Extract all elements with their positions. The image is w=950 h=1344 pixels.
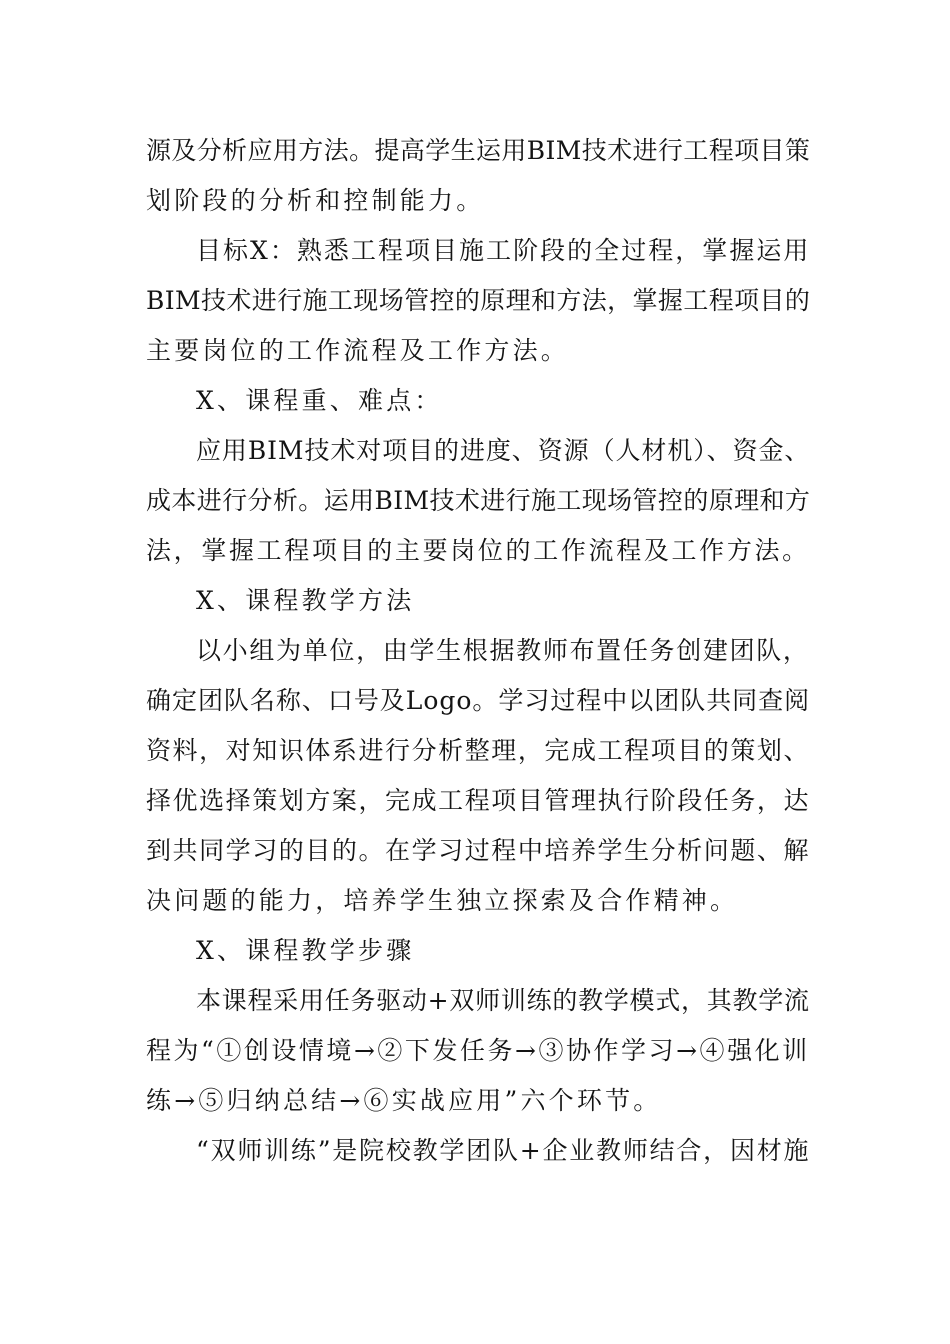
text-line: 程为“①创设情境→②下发任务→③协作学习→④强化训 [146,1036,810,1065]
text-line: 划阶段的分析和控制能力。 [146,186,485,215]
text-line: 练→⑤归纳总结→⑥实战应用”六个环节。 [146,1086,662,1115]
text-line: 目标X：熟悉工程项目施工阶段的全过程，掌握运用 [196,236,811,265]
text-line: 主要岗位的工作流程及工作方法。 [146,336,570,365]
text-line: 资料，对知识体系进行分析整理，完成工程项目的策划、 [146,736,811,765]
section-heading: X、课程重、难点： [196,386,443,415]
text-line: 择优选择策划方案，完成工程项目管理执行阶段任务，达 [146,786,811,815]
text-line: 确定团队名称、口号及Logo。学习过程中以团队共同查阅 [146,686,811,715]
section-heading: X、课程教学方法 [196,586,415,615]
text-line: 源及分析应用方法。提高学生运用BIM技术进行工程项目策 [146,136,811,165]
text-line: “双师训练”是院校教学团队+企业教师结合，因材施 [196,1136,811,1165]
text-line: 成本进行分析。运用BIM技术进行施工现场管控的原理和方 [146,486,811,515]
text-line: 以小组为单位，由学生根据教师布置任务创建团队， [196,636,810,665]
text-line: 决问题的能力，培养学生独立探索及合作精神。 [146,886,739,915]
text-line: 到共同学习的目的。在学习过程中培养学生分析问题、解 [146,836,811,865]
text-line: 本课程采用任务驱动+双师训练的教学模式，其教学流 [196,986,810,1015]
text-line: 法，掌握工程项目的主要岗位的工作流程及工作方法。 [146,536,810,565]
text-line: 应用BIM技术对项目的进度、资源（人材机）、资金、 [196,436,811,465]
section-heading: X、课程教学步骤 [196,936,415,965]
text-line: BIM技术进行施工现场管控的原理和方法，掌握工程项目的 [146,286,811,315]
